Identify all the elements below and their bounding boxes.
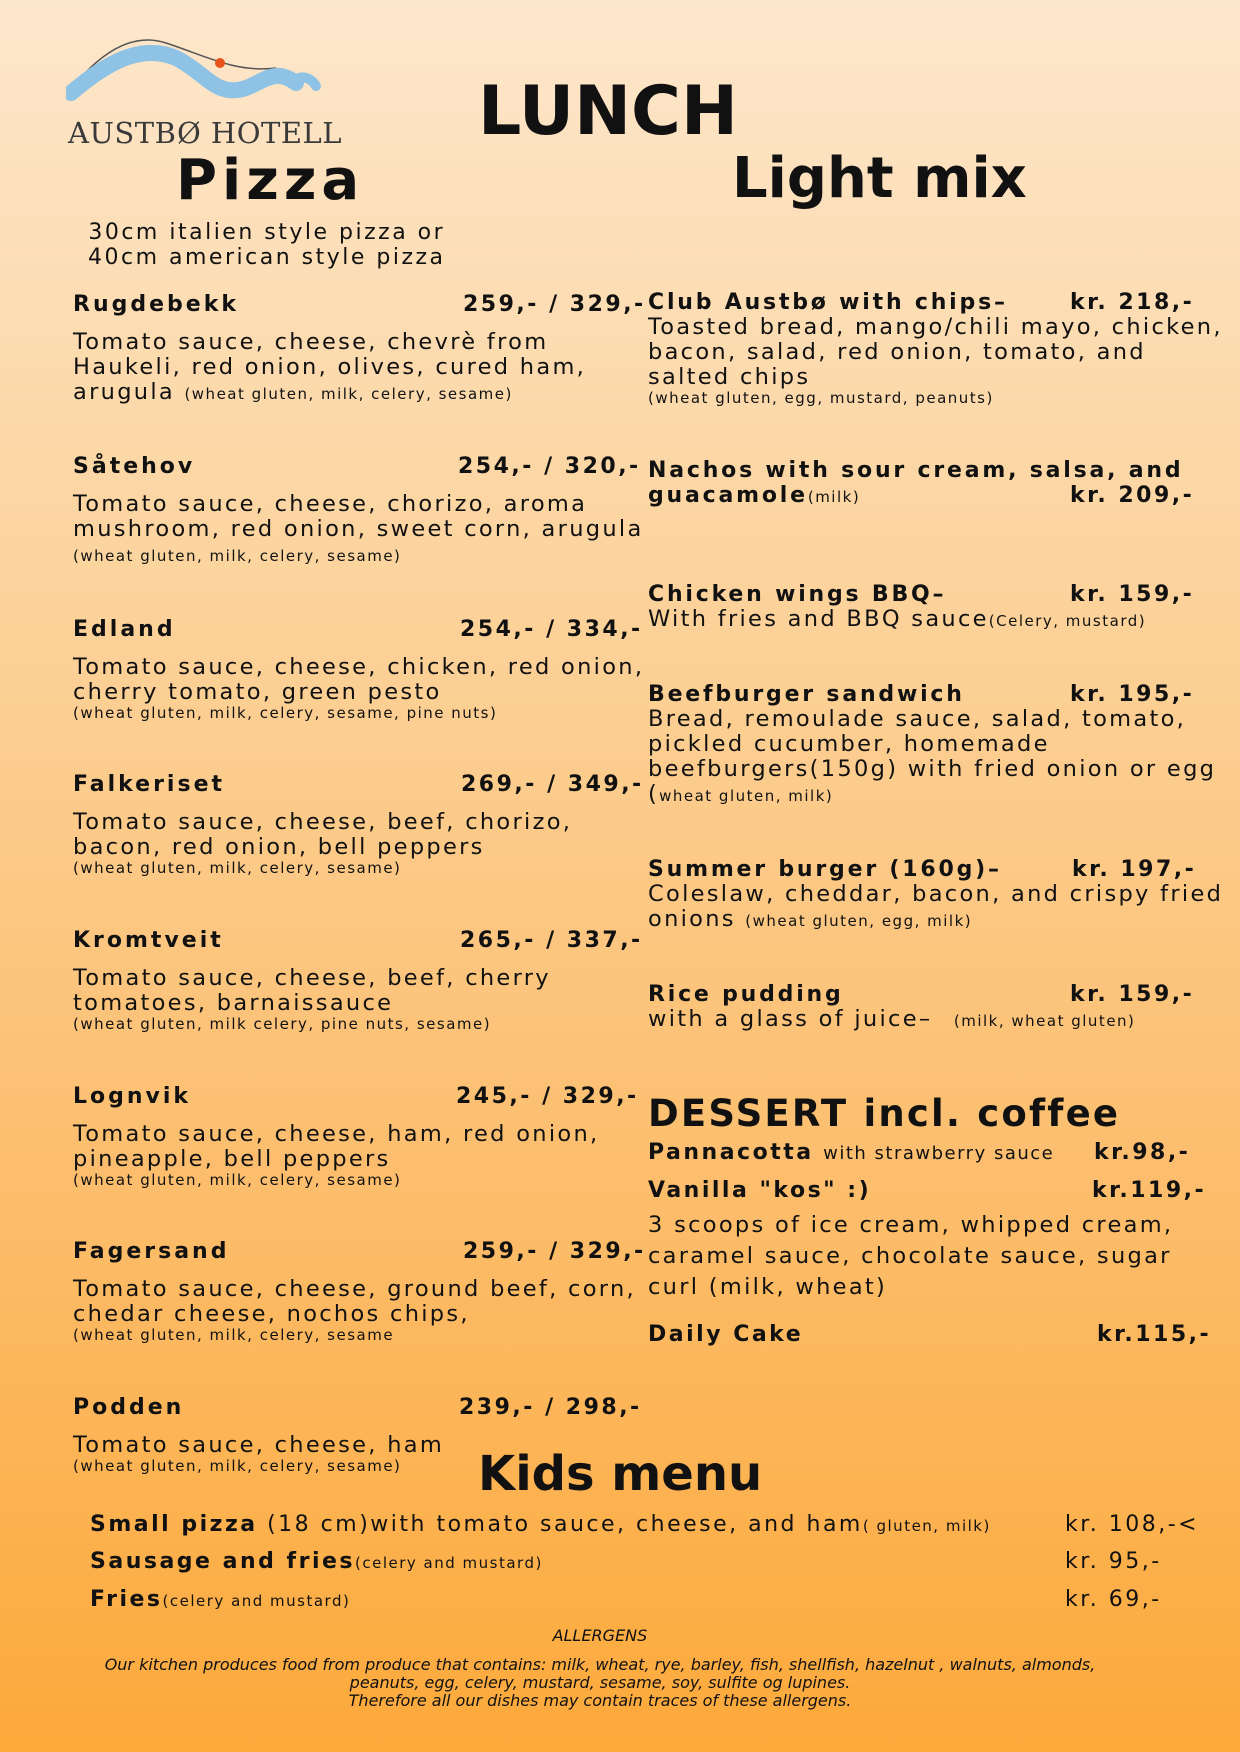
kids-item-allergens: ( gluten, milk) bbox=[862, 1517, 991, 1535]
dessert-detail: with strawberry sauce bbox=[823, 1143, 1055, 1164]
kids-item-name: Fries bbox=[90, 1587, 163, 1612]
pizza-allergens: (wheat gluten, milk celery, pine nuts, sesame) bbox=[73, 1015, 492, 1033]
dessert-title: DESSERT incl. coffee bbox=[648, 1092, 1121, 1135]
pizza-price: 269,- / 349,- bbox=[461, 772, 644, 797]
dessert-name: Vanilla "kos" :) bbox=[648, 1178, 872, 1203]
item-price: kr. 195,- bbox=[1070, 682, 1195, 707]
dessert-price: kr.115,- bbox=[1097, 1322, 1212, 1347]
dessert-description: 3 scoops of ice cream, whipped cream, caramel sauce, chocolate sauce, sugar curl (milk, wheat) bbox=[648, 1212, 1174, 1300]
kids-item-price: kr. 108,-< bbox=[1065, 1512, 1200, 1537]
item-price: kr. 159,- bbox=[1070, 982, 1195, 1007]
kids-menu-title: Kids menu bbox=[478, 1446, 763, 1502]
dessert-name: Daily Cake bbox=[648, 1322, 804, 1347]
item-description: with a glass of juice– (milk, wheat gluten) bbox=[648, 1006, 1136, 1032]
pizza-name: Fagersand bbox=[73, 1239, 230, 1264]
item-name: Nachos with sour cream, salsa, and bbox=[648, 458, 1184, 483]
dessert-item bbox=[648, 1140, 1054, 1165]
pizza-allergens: (wheat gluten, milk, celery, sesame) bbox=[73, 547, 402, 565]
item-name: Club Austbø with chips– bbox=[648, 290, 1008, 315]
pizza-description: Tomato sauce, cheese, ground beef, corn, chedar cheese, nochos chips, (wheat gluten, milk, celery, sesame bbox=[73, 1277, 653, 1343]
item-name: Beefburger sandwich bbox=[648, 682, 965, 707]
item-description: With fries and BBQ sauce(Celery, mustard) bbox=[648, 606, 1147, 632]
item-description: Toasted bread, mango/chili mayo, chicken, bacon, salad, red onion, tomato, and salted chips bbox=[648, 314, 1223, 390]
pizza-price: 259,- / 329,- bbox=[463, 292, 646, 317]
dessert-price: kr.98,- bbox=[1094, 1140, 1191, 1165]
item-allergens: wheat gluten, milk) bbox=[659, 787, 834, 805]
item-allergens: (wheat gluten, egg, milk) bbox=[745, 912, 973, 930]
item-name: Summer burger (160g)– bbox=[648, 857, 1002, 882]
light-mix-item bbox=[648, 582, 1228, 634]
item-description: Coleslaw, cheddar, bacon, and crispy fried onions (wheat gluten, egg, milk) bbox=[648, 881, 1224, 932]
pizza-name: Såtehov bbox=[73, 454, 196, 479]
pizza-price: 254,- / 334,- bbox=[460, 617, 643, 642]
kids-item-price: kr. 95,- bbox=[1065, 1549, 1162, 1574]
pizza-price: 254,- / 320,- bbox=[458, 454, 641, 479]
pizza-allergens: (wheat gluten, milk, celery, sesame) bbox=[73, 1171, 402, 1189]
kids-item: Small pizza (18 cm)with tomato sauce, cheese, and ham( gluten, milk) bbox=[90, 1512, 991, 1537]
pizza-price: 265,- / 337,- bbox=[460, 928, 643, 953]
logo-text: AUSTBØ HOTELL bbox=[68, 116, 343, 150]
pizza-title: Pizza bbox=[176, 148, 365, 213]
hotel-logo bbox=[66, 28, 356, 153]
item-allergens: (milk) bbox=[807, 488, 861, 506]
kids-item-allergens: (celery and mustard) bbox=[162, 1592, 351, 1610]
dessert-item bbox=[648, 1178, 871, 1203]
pizza-intro bbox=[88, 220, 446, 270]
pizza-allergens: (wheat gluten, milk, celery, sesame) bbox=[73, 1457, 402, 1475]
pizza-intro-line: 30cm italien style pizza or bbox=[88, 220, 446, 245]
item-name: Chicken wings BBQ– bbox=[648, 582, 947, 607]
light-mix-item bbox=[648, 458, 1228, 510]
pizza-description: Tomato sauce, cheese, ham (wheat gluten, milk, celery, sesame) bbox=[73, 1433, 653, 1474]
kids-item-price: kr. 69,- bbox=[1065, 1587, 1162, 1612]
pizza-allergens: (wheat gluten, milk, celery, sesame) bbox=[184, 385, 513, 403]
dessert-price: kr.119,- bbox=[1092, 1178, 1207, 1203]
allergens-line: Our kitchen produces food from produce that contains: milk, wheat, rye, barley, fish, shellfish, hazelnut , walnuts, almonds, bbox=[104, 1655, 1096, 1674]
pizza-name: Rugdebekk bbox=[73, 292, 239, 317]
kids-item-name: Sausage and fries bbox=[90, 1549, 356, 1574]
item-allergens: (milk, wheat gluten) bbox=[953, 1012, 1136, 1030]
pizza-allergens: (wheat gluten, milk, celery, sesame bbox=[73, 1326, 395, 1344]
item-price: kr. 209,- bbox=[1070, 483, 1195, 508]
kids-item-name: Small pizza bbox=[90, 1512, 258, 1537]
pizza-name: Edland bbox=[73, 617, 176, 642]
pizza-name: Kromtveit bbox=[73, 928, 224, 953]
light-mix-title: Light mix bbox=[732, 146, 1027, 211]
allergens-notice bbox=[40, 1656, 1160, 1710]
pizza-allergens: (wheat gluten, milk, celery, sesame, pine nuts) bbox=[73, 704, 498, 722]
pizza-name: Lognvik bbox=[73, 1084, 192, 1109]
light-mix-item bbox=[648, 982, 1228, 1034]
item-allergens: (wheat gluten, egg, mustard, peanuts) bbox=[648, 389, 994, 407]
pizza-description: Tomato sauce, cheese, chevrè from Haukeli, red onion, olives, cured ham, arugula (wheat gluten, milk, celery, sesame) bbox=[73, 329, 587, 405]
pizza-description: Tomato sauce, cheese, beef, cherry tomatoes, barnaissauce (wheat gluten, milk celery, pine nuts, sesame) bbox=[73, 966, 653, 1032]
pizza-allergens: (wheat gluten, milk, celery, sesame) bbox=[73, 859, 402, 877]
pizza-name: Falkeriset bbox=[73, 772, 226, 797]
pizza-price: 245,- / 329,- bbox=[456, 1084, 639, 1109]
item-name: Rice pudding bbox=[648, 982, 844, 1007]
mountain-logo-icon bbox=[66, 28, 356, 118]
dessert-item bbox=[648, 1322, 803, 1347]
kids-item bbox=[90, 1549, 543, 1574]
item-price: kr. 197,- bbox=[1072, 857, 1197, 882]
item-price: kr. 159,- bbox=[1070, 582, 1195, 607]
kids-item-allergens: (celery and mustard) bbox=[355, 1554, 543, 1572]
item-price: kr. 218,- bbox=[1070, 290, 1195, 315]
pizza-description: Tomato sauce, cheese, chorizo, aroma mushroom, red onion, sweet corn, arugula (wheat gluten, milk, celery, sesame) bbox=[73, 491, 644, 565]
allergens-line: peanuts, egg, celery, mustard, sesame, soy, sulfite og lupines. bbox=[349, 1673, 851, 1692]
pizza-description: Tomato sauce, cheese, chicken, red onion, cherry tomato, green pesto (wheat gluten, milk, celery, sesame, pine nuts) bbox=[73, 655, 653, 721]
item-description: Bread, remoulade sauce, salad, tomato, pickled cucumber, homemade beefburgers(150g) with fried onion or egg (wheat gluten, milk) bbox=[648, 706, 1217, 807]
pizza-price: 259,- / 329,- bbox=[463, 1239, 646, 1264]
light-mix-item bbox=[648, 290, 1228, 406]
allergens-line: Therefore all our dishes may contain traces of these allergens. bbox=[348, 1691, 852, 1710]
pizza-price: 239,- / 298,- bbox=[459, 1395, 642, 1420]
page-title: LUNCH bbox=[478, 72, 738, 151]
pizza-name: Podden bbox=[73, 1395, 185, 1420]
pizza-description: Tomato sauce, cheese, ham, red onion, pineapple, bell peppers (wheat gluten, milk, celery, sesame) bbox=[73, 1122, 653, 1188]
pizza-intro-line: 40cm american style pizza bbox=[88, 245, 446, 270]
light-mix-item bbox=[648, 857, 1228, 934]
kids-item bbox=[90, 1587, 350, 1612]
item-allergens: (Celery, mustard) bbox=[988, 612, 1147, 630]
item-name: guacamole(milk) bbox=[648, 483, 861, 508]
pizza-description: Tomato sauce, cheese, beef, chorizo, bacon, red onion, bell peppers (wheat gluten, milk, celery, sesame) bbox=[73, 810, 653, 876]
dessert-name: Pannacotta bbox=[648, 1140, 814, 1165]
light-mix-item bbox=[648, 682, 1228, 809]
allergens-title: ALLERGENS bbox=[552, 1626, 648, 1645]
